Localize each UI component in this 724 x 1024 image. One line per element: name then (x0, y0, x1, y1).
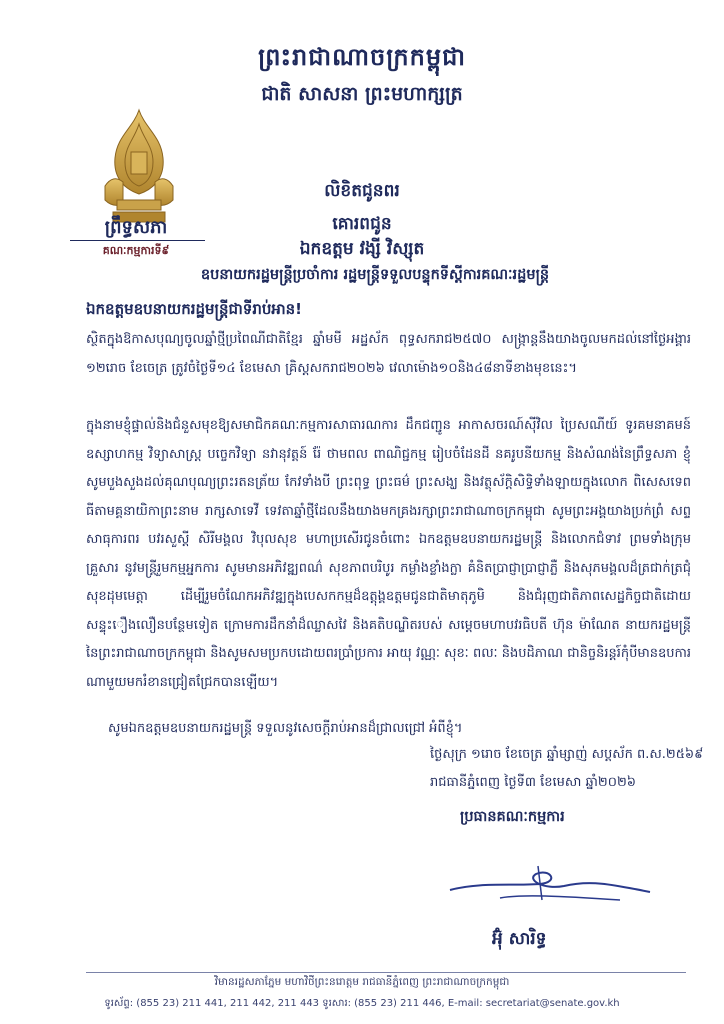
paragraph-2: ក្នុងនាមខ្ញុំផ្ទាល់និងជំនួសមុខឱ្យសមាជិកគណៈកម្មការសាធារណការ ដឹកជញ្ជូន អាកាសចរណ៍ស៊ីវិល ប្រៃសណីយ៍ ទូរគមនាគមន៍ ឧស្សាហកម្ម វិទ្យាសាស្ត្រ បច្ចេកវិទ្យា នវានុវត្តន៍ រ៉ែ ថាមពល ពាណិជ្ជកម្ម រៀបចំដែនដី នគរូបនីយកម្ម និងសំណង់នៃព្រឹទ្ធសភា ខ្ញុំសូមបួងសួងដល់គុណបុណ្យព្រះរតនត្រ័យ កែវទាំងបី ព្រះពុទ្ធ ព្រះធម៌ ព្រះសង្ឃ និងវត្ថុស័ក្តិសិទ្ធិទាំងឡាយក្នុងលោក ពិសេសទេពធីតាមគ្គនាយិកាព្រះនាម រាក្សសាទេវី ទេវតាឆ្នាំថ្មីដែលនឹងយាងមកគ្រងរក្សាព្រះរាជាណាចក្រកម្ពុជា សូមព្រះអង្គយាងប្រក់ព្រំ សព្ទសាធុការពរ បវរសួស្តី សិរីមង្គល វិបុលសុខ មហាប្រសើរជូនចំពោះ ឯកឧត្តមឧបនាយករដ្ឋមន្ត្រី និងលោកជំទាវ ព្រមទាំងក្រុមគ្រួសារ នូវមន្ត្រីរួមកម្មអ្នកការ សូមមានអភិវឌ្ឍពណ៌ សុខភាពបរិបូរ កម្លាំងខ្លាំងក្លា គំនិតប្រាជ្ញាប្រាជ្ញាភ្លឺ និងសុភមង្គលដ៏ត្រជាក់ត្រជុំសុខដុមមេត្តា ដើម្បីរួមចំណែកអភិវឌ្ឍក្នុងបេសកកម្មដ៏ឧត្តុង្គឧត្តមជូនជាតិមាតុភូមិ និងជំរុញជាតិភាពសេដ្ឋកិច្ចជាតិដោយសន្ទុះឿងលឿនបន្ថែមទៀត ក្រោមការដឹកនាំដ៏ឈ្លាសវៃ និងគតិបណ្ឌិតរបស់ សម្តេចមហាបវរធិបតី ហ៊ុន ម៉ាណែត នាយករដ្ឋមន្ត្រី នៃព្រះរាជាណាចក្រកម្ពុជា និងសូមសមប្រកបដោយពរប្រាំប្រការ អាយុ វណ្ណៈ សុខៈ ពលៈ និងបដិភាណ ជានិច្ចនិរន្តរ៍កុំបីមានឧបការណាមួយមករំខានជ្រៀតជ្រែកបានឡើយ។ (86, 418, 691, 690)
document-type: លិខិតជូនពរ (324, 181, 400, 201)
footer-address: វិមានរដ្ឋសភាភ្នែម មហាវិថីព្រះនរោត្តម រាជធានីភ្នំពេញ ព្រះរាជាណាចក្រកម្ពុជា (214, 976, 510, 988)
signer-title: ប្រធានគណៈកម្មការ (460, 809, 565, 825)
salutation: ឯកឧត្តមឧបនាយករដ្ឋមន្ត្រីជាទីរាប់អាន! (86, 300, 303, 318)
footer-contact: ទូរស័ព្ទ: (855 23) 211 441, 211 442, 211 443 ទូរសារ: (855 23) 211 446, E-mail: secretariat@senate.gov.kh (104, 998, 620, 1009)
header-motto: ជាតិ សាសនា ព្រះមហាក្សត្រ (261, 83, 463, 105)
footer-divider (86, 972, 686, 973)
paragraph-1: ស្ថិតក្នុងឱកាសបុណ្យចូលឆ្នាំថ្មីប្រពៃណីជាតិខ្មែរ ឆ្នាំមមី អដ្ឋស័ក ពុទ្ធសករាជ២៥៧០ សង្រ្កាន្តនឹងយាងចូលមកដល់នៅថ្ងៃអង្គារ ១២រោច ខែចេត្រ ត្រូវចំថ្ងៃទី១៤ ខែមេសា គ្រិស្តសករាជ២០២៦ វេលាម៉ោង១០និង៤៨នាទីខាងមុខនេះ។ (86, 332, 691, 376)
date-solar: រាជធានីភ្នំពេញ ថ្ងៃទី៣ ខែមេសា ឆ្នាំ២០២៦ (430, 775, 637, 790)
respectfully-line: គោរពជូន (332, 214, 392, 234)
header-kingdom: ព្រះរាជាណាចក្រកម្ពុជា (258, 43, 466, 71)
signature-image (440, 860, 660, 910)
senate-emblem-icon (93, 108, 185, 228)
date-lunar: ថ្ងៃសុក្រ ១រោច ខែចេត្រ ឆ្នាំម្សាញ់ សប្តស័ក ព.ស.២៥៦៩ (430, 747, 704, 762)
addressee-name: ឯកឧត្តម វង្សី វិស្សុត (299, 239, 425, 259)
sender-institution: ព្រឹទ្ធសភា (104, 217, 168, 238)
sender-committee: គណៈកម្មការទី៩ (102, 244, 170, 257)
signer-name: អ៊ុំ សារិទ្ធ (492, 929, 547, 949)
paragraph-3: សូមឯកឧត្តមឧបនាយករដ្ឋមន្ត្រី ទទួលនូវសេចក្តីរាប់អានដ៏ជ្រាលជ្រៅ អំពីខ្ញុំ។ (108, 721, 463, 736)
addressee-title: ឧបនាយករដ្ឋមន្ត្រីប្រចាំការ រដ្ឋមន្ត្រីទទួលបន្ទុកទីស្តីការគណៈរដ្ឋមន្ត្រី (200, 267, 550, 283)
